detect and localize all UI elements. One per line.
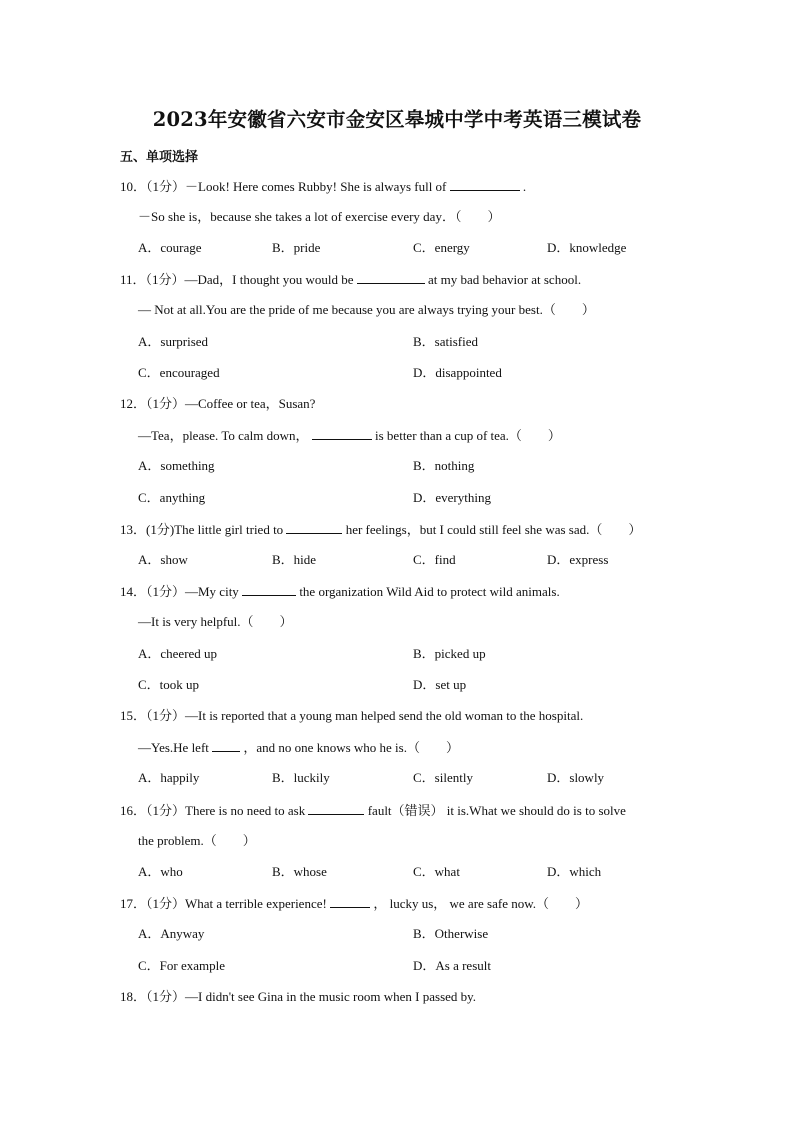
option-b: B．Otherwise (413, 926, 489, 941)
question-12-reply (138, 426, 561, 445)
option-a: A．courage (138, 240, 202, 255)
section-heading: 五、单项选择 (120, 150, 199, 165)
exam-title: 2023年安徽省六安市金安区皋城中学中考英语三模试卷 (152, 108, 642, 131)
option-c: C．took up (138, 677, 200, 692)
option-b: B．pride (272, 240, 321, 255)
option-c: C．For example (138, 958, 226, 973)
question-10-reply: －So she is，because she takes a lot of exercise every day．（ ） (138, 209, 501, 224)
option-c: C．find (413, 552, 456, 567)
option-a: A．something (138, 458, 215, 473)
option-d: D．set up (413, 677, 467, 692)
answer-blank (242, 582, 296, 596)
question-15-reply (138, 738, 459, 757)
answer-blank (212, 738, 240, 752)
question-stem: 10．（1分）－Look! Here comes Rubby! She is always full of (120, 179, 447, 194)
option-b: B．picked up (413, 646, 486, 661)
option-c: C．what (413, 864, 460, 879)
option-d: D．disappointed (413, 365, 502, 380)
answer-blank (312, 426, 372, 440)
question-stem-end: the organization Wild Aid to protect wild animals. (299, 584, 560, 599)
question-11-reply: — Not at all.You are the pride of me because you are always trying your best.（ ） (138, 302, 595, 317)
option-c: C．silently (413, 770, 473, 785)
option-a: A．Anyway (138, 926, 205, 941)
option-a: A．who (138, 864, 183, 879)
answer-blank (450, 177, 520, 191)
question-stem: 17．（1分）What a terrible experience! (120, 896, 327, 911)
answer-blank (308, 801, 364, 815)
option-d: D．everything (413, 490, 491, 505)
option-a: A．show (138, 552, 188, 567)
question-18: 18．（1分）—I didn't see Gina in the music room when I passed by. (120, 989, 477, 1004)
option-b: B．satisfied (413, 334, 478, 349)
option-b: B．whose (272, 864, 327, 879)
question-stem: 13．(1分)The little girl tried to (120, 522, 284, 537)
option-c: C．energy (413, 240, 470, 255)
question-10 (120, 177, 526, 196)
option-b: B．hide (272, 552, 317, 567)
option-d: D．which (547, 864, 602, 879)
option-a: A．happily (138, 770, 200, 785)
option-d: D．knowledge (547, 240, 627, 255)
question-stem: 11．（1分）—Dad，I thought you would be (120, 272, 354, 287)
answer-blank (357, 270, 425, 284)
reply-text: —Tea，please. To calm down， (138, 428, 309, 443)
option-d: D．As a result (413, 958, 491, 973)
option-d: D．express (547, 552, 609, 567)
question-16-continued: the problem.（ ） (138, 833, 256, 848)
reply-text: —Yes.He left (138, 740, 209, 755)
option-c: C．anything (138, 490, 206, 505)
answer-blank (286, 520, 342, 534)
option-c: C．encouraged (138, 365, 220, 380)
option-b: B．nothing (413, 458, 475, 473)
question-stem: 16．（1分）There is no need to ask (120, 803, 306, 818)
question-stem-end: at my bad behavior at school. (428, 272, 582, 287)
question-stem-end: ， lucky us， we are safe now.（ ） (373, 896, 589, 911)
question-stem-end: fault（错误） it is.What we should do is to solve (367, 803, 626, 818)
option-d: D．slowly (547, 770, 605, 785)
question-17 (120, 894, 588, 913)
question-16 (120, 801, 626, 820)
question-11 (120, 270, 581, 289)
reply-text-end: ，and no one knows who he is.（ ） (243, 740, 459, 755)
question-14-reply: —It is very helpful.（ ） (138, 614, 293, 629)
answer-blank (330, 894, 370, 908)
question-stem: 14．（1分）—My city (120, 584, 239, 599)
option-b: B．luckily (272, 770, 330, 785)
reply-text-end: is better than a cup of tea.（ ） (375, 428, 561, 443)
question-stem-end: her feelings，but I could still feel she was sad.（ ） (345, 522, 642, 537)
option-a: A．cheered up (138, 646, 218, 661)
question-15: 15．（1分）—It is reported that a young man helped send the old woman to the hospital. (120, 708, 584, 723)
question-stem-end: . (522, 179, 527, 194)
question-12: 12．（1分）—Coffee or tea，Susan? (120, 396, 316, 411)
question-13 (120, 520, 641, 539)
option-a: A．surprised (138, 334, 209, 349)
question-14 (120, 582, 560, 601)
